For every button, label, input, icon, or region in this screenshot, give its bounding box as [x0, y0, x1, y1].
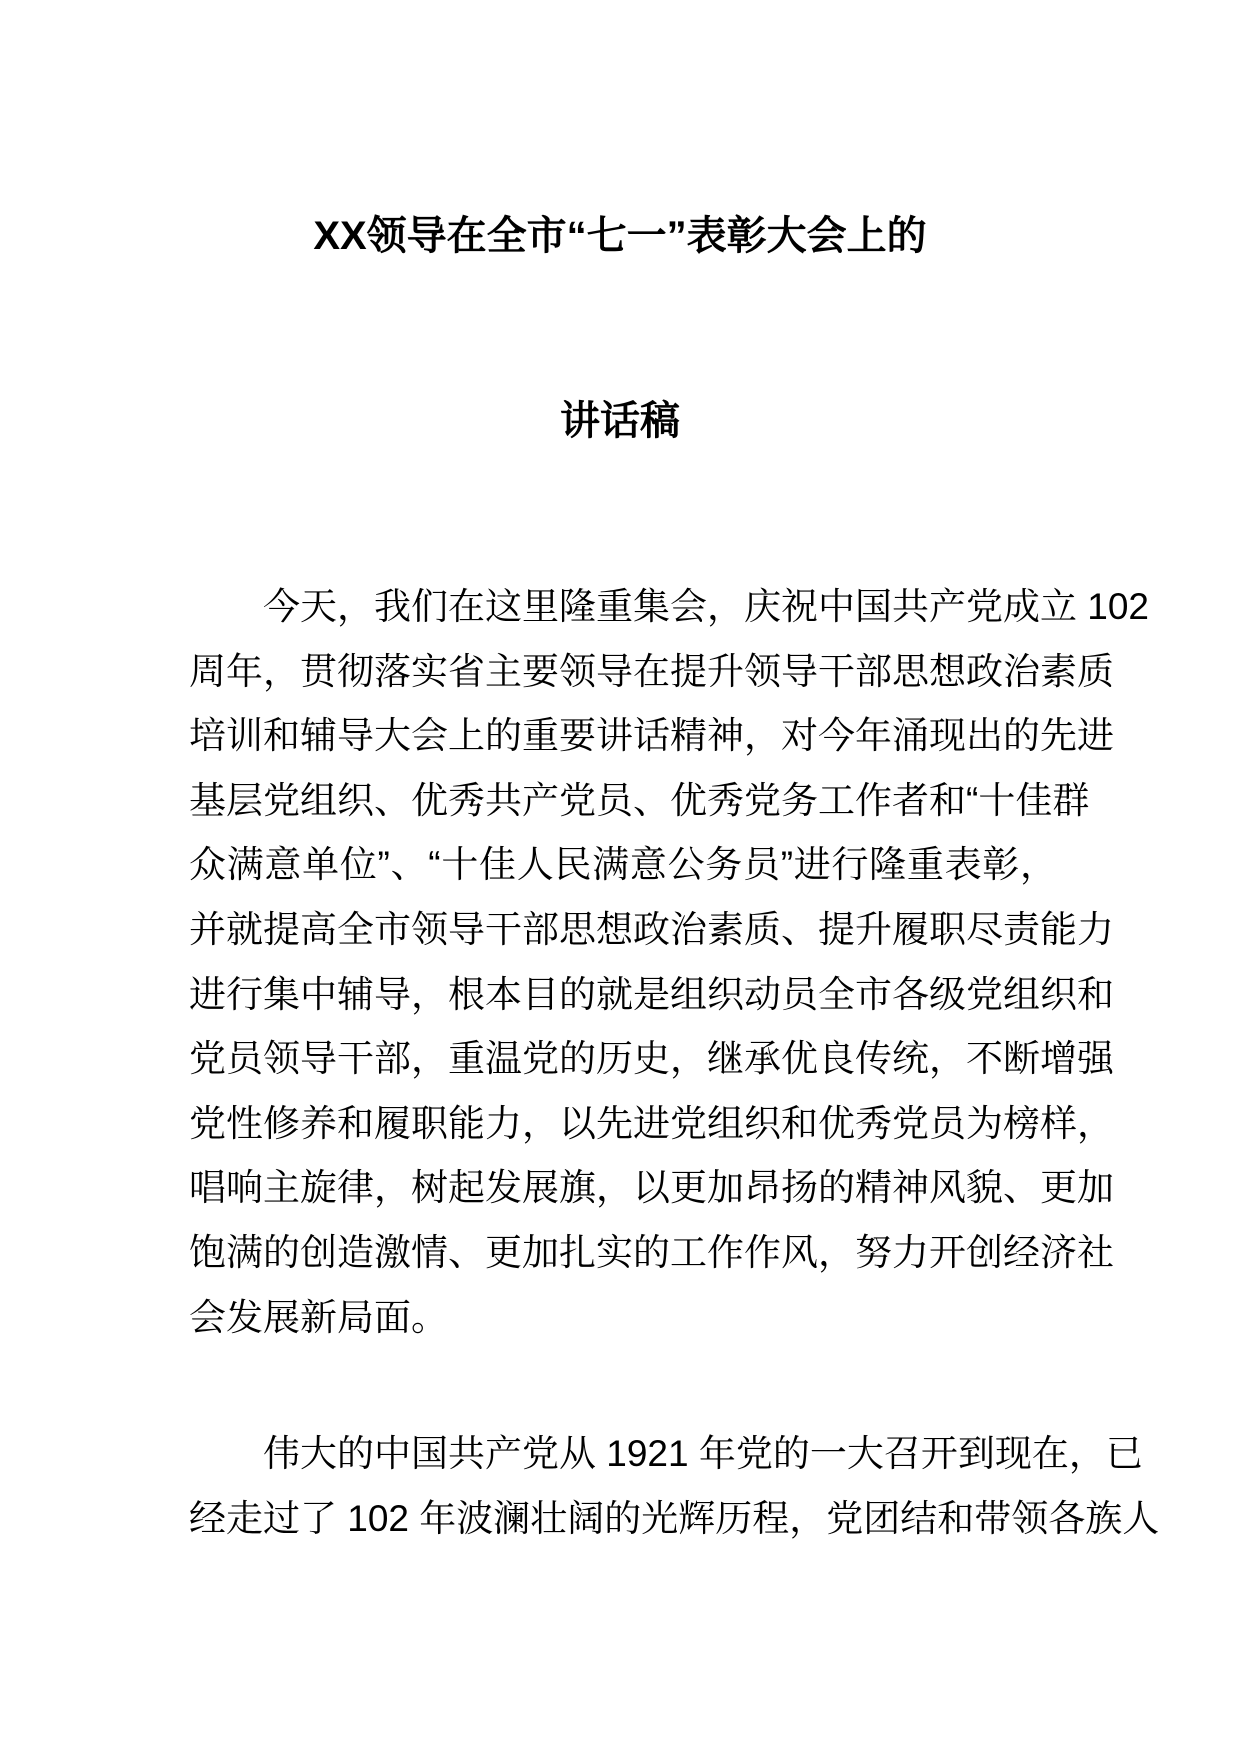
title-line-1: XX领导在全市“七一”表彰大会上的	[313, 214, 927, 258]
text-line: 培训和辅导大会上的重要讲话精神，对今年涌现出的先进	[189, 715, 1114, 756]
text-line: 党性修养和履职能力，以先进党组织和优秀党员为榜样，	[189, 1103, 1114, 1144]
text-line: 基层党组织、优秀共产党员、优秀党务工作者和“十佳群	[189, 780, 1090, 821]
text-line: 并就提高全市领导干部思想政治素质、提升履职尽责能力	[189, 909, 1114, 950]
text-line: 经走过了 102 年波澜壮阔的光辉历程，党团结和带领各族人	[189, 1498, 1160, 1539]
text-line: 众满意单位”、“十佳人民满意公务员”进行隆重表彰，	[189, 844, 1057, 885]
text-line: 会发展新局面。	[189, 1297, 448, 1338]
text-line: 伟大的中国共产党从 1921 年党的一大召开到现在，已	[263, 1433, 1143, 1474]
text-line: 唱响主旋律，树起发展旗，以更加昂扬的精神风貌、更加	[189, 1167, 1114, 1208]
text-line: 周年，贯彻落实省主要领导在提升领导干部思想政治素质	[189, 651, 1114, 692]
text-line: 进行集中辅导，根本目的就是组织动员全市各级党组织和	[189, 974, 1114, 1015]
text-line: 今天，我们在这里隆重集会，庆祝中国共产党成立 102	[263, 586, 1150, 627]
text-line: 饱满的创造激情、更加扎实的工作作风，努力开创经济社	[189, 1232, 1114, 1273]
text-line: 党员领导干部，重温党的历史，继承优良传统，不断增强	[189, 1038, 1114, 1079]
title-line-2: 讲话稿	[560, 399, 680, 443]
